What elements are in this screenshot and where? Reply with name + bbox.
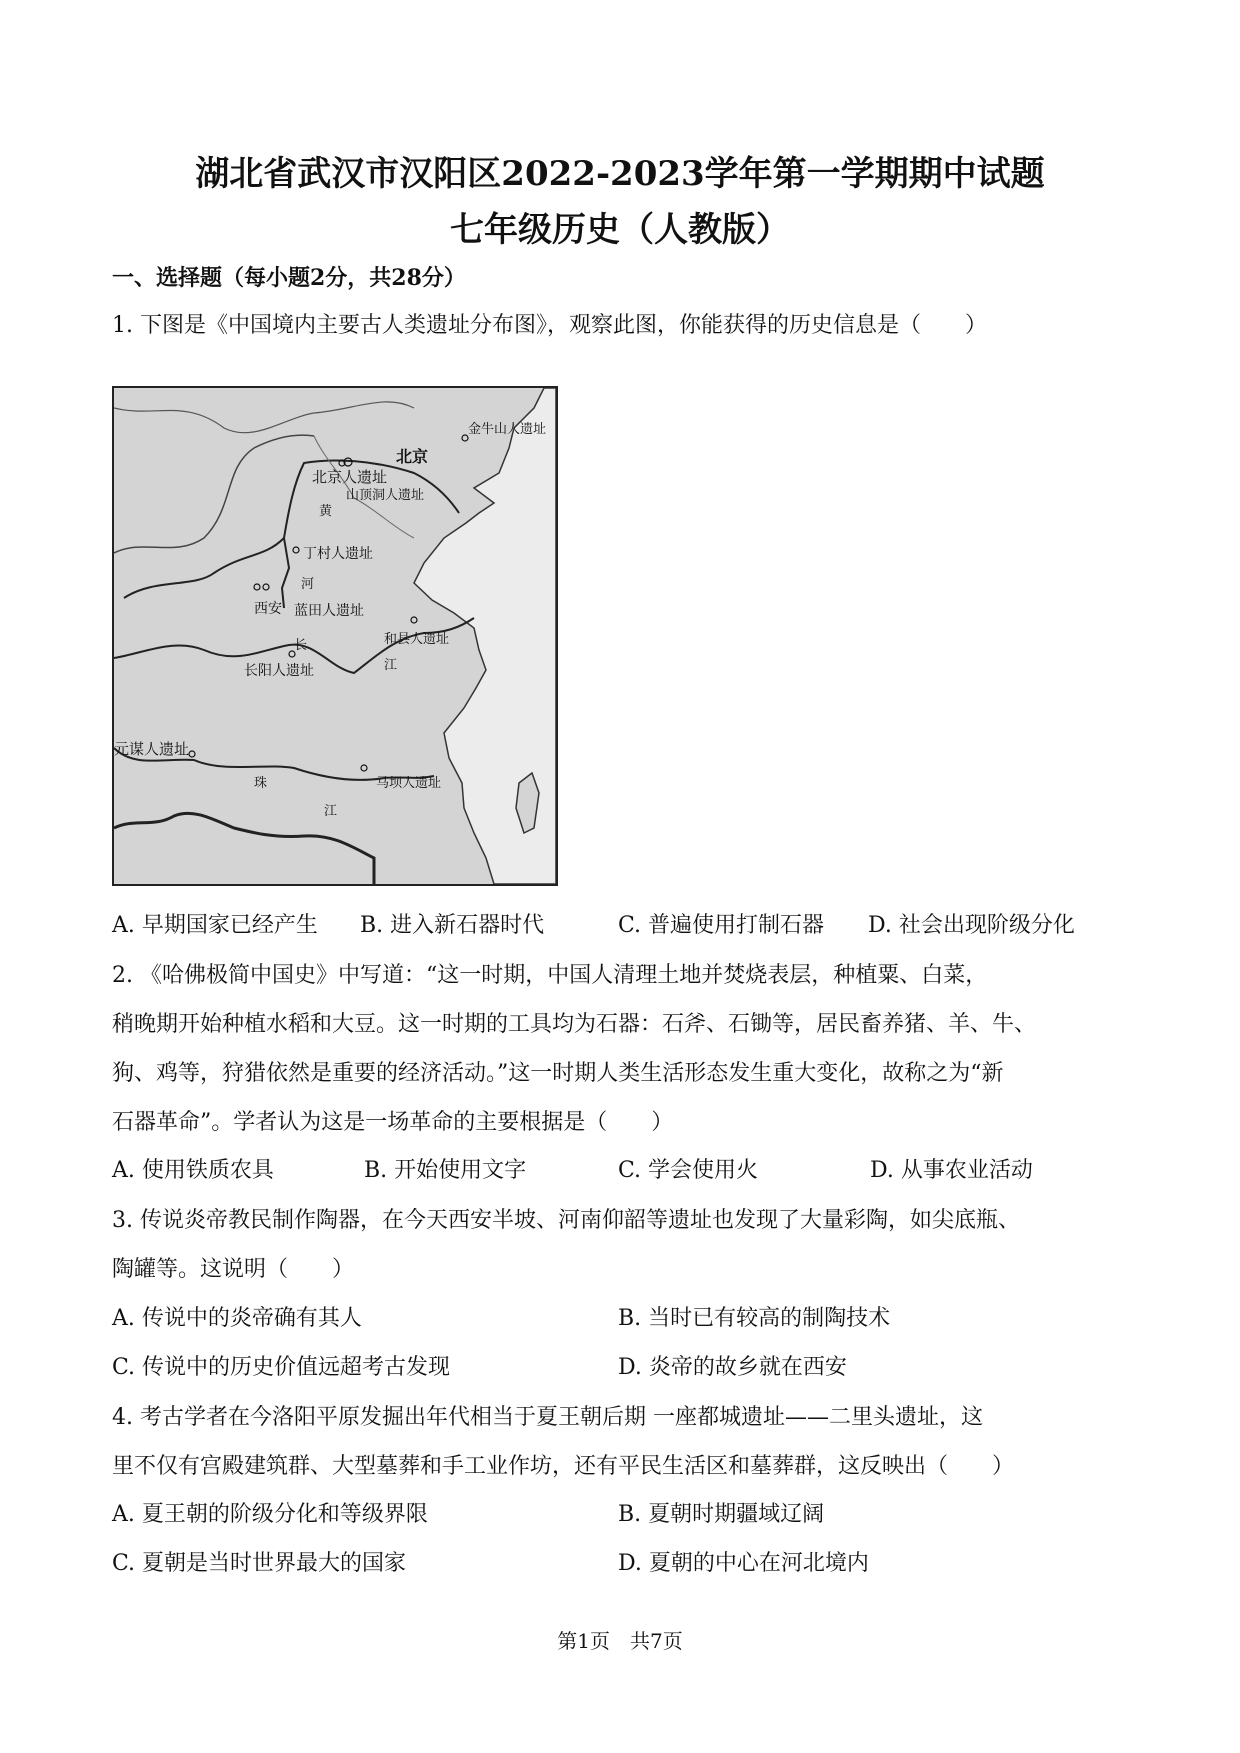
q4-option-b[interactable]: B. 夏朝时期疆域辽阔	[618, 1502, 825, 1527]
map-label-shandingdong: 山顶洞人遗址	[346, 488, 425, 503]
map-label-yuanmou: 元谋人遗址	[114, 740, 190, 758]
question-3-line-2: 陶罐等。这说明（ ）	[112, 1257, 355, 1282]
q4-option-a[interactable]: A. 夏王朝的阶级分化和等级界限	[112, 1502, 428, 1527]
q2-option-a[interactable]: A. 使用铁质农具	[112, 1158, 274, 1183]
q1-option-c[interactable]: C. 普遍使用打制石器	[618, 913, 825, 938]
map-label-hexian: 和县人遗址	[384, 632, 450, 647]
question-1-stem: 1. 下图是《中国境内主要古人类遗址分布图》，观察此图，你能获得的历史信息是（ ）	[112, 313, 987, 338]
question-2-line-1: 2. 《哈佛极简中国史》中写道：“这一时期，中国人清理土地并焚烧表层，种植粟、白菜，	[112, 963, 988, 988]
q2-option-d[interactable]: D. 从事农业活动	[870, 1158, 1033, 1183]
map-label-xian: 西安	[254, 601, 282, 617]
q2-option-b[interactable]: B. 开始使用文字	[364, 1158, 527, 1183]
map-label-lantian: 蓝田人遗址	[294, 603, 364, 619]
map-label-dingcun: 丁村人遗址	[303, 546, 373, 562]
q1-option-a[interactable]: A. 早期国家已经产生	[112, 913, 318, 938]
map-label-huang: 黄	[319, 504, 333, 519]
map-label-jinniushan: 金牛山人遗址	[468, 422, 547, 437]
ancient-sites-map	[112, 386, 558, 886]
q1-option-d[interactable]: D. 社会出现阶级分化	[868, 913, 1075, 938]
map-label-zhu: 珠	[254, 776, 268, 791]
page-title: 湖北省武汉市汉阳区2022-2023学年第一学期期中试题	[195, 154, 1045, 194]
q3-option-c[interactable]: C. 传说中的历史价值远超考古发现	[112, 1355, 451, 1380]
question-2-line-3: 狗、鸡等，狩猎依然是重要的经济活动。”这一时期人类生活形态发生重大变化，故称之为“新	[112, 1061, 1004, 1086]
q4-option-c[interactable]: C. 夏朝是当时世界最大的国家	[112, 1551, 407, 1576]
map-label-beijingren: 北京人遗址	[312, 468, 388, 486]
map-label-changyang: 长阳人遗址	[244, 663, 314, 679]
map-label-maba: 马坝人遗址	[376, 776, 442, 791]
map-label-jiang-yangtze: 江	[384, 658, 398, 673]
q3-option-a[interactable]: A. 传说中的炎帝确有其人	[112, 1306, 362, 1331]
map-label-beijing: 北京	[396, 447, 429, 466]
question-3-line-1: 3. 传说炎帝教民制作陶器，在今天西安半坡、河南仰韶等遗址也发现了大量彩陶，如尖底瓶、	[112, 1208, 1020, 1233]
page-footer: 第1页 共7页	[557, 1629, 683, 1653]
question-4-line-2: 里不仅有宫殿建筑群、大型墓葬和手工业作坊，还有平民生活区和墓葬群，这反映出（ ）	[112, 1454, 1015, 1479]
q3-option-d[interactable]: D. 炎帝的故乡就在西安	[618, 1355, 847, 1380]
q3-option-b[interactable]: B. 当时已有较高的制陶技术	[618, 1306, 891, 1331]
q2-option-c[interactable]: C. 学会使用火	[618, 1158, 759, 1183]
question-2-line-4: 石器革命”。学者认为这是一场革命的主要根据是（ ）	[112, 1110, 674, 1135]
map-label-jiang-pearl: 江	[324, 804, 338, 819]
q4-option-d[interactable]: D. 夏朝的中心在河北境内	[618, 1551, 869, 1576]
question-2-line-2: 稍晚期开始种植水稻和大豆。这一时期的工具均为石器：石斧、石锄等，居民畜养猪、羊、牛、	[112, 1012, 1037, 1037]
map-label-he: 河	[301, 577, 315, 592]
map-label-chang: 长	[294, 638, 308, 653]
page-subtitle: 七年级历史（人教版）	[450, 210, 790, 250]
section-heading: 一、选择题（每小题2分，共28分）	[112, 265, 466, 291]
q1-option-b[interactable]: B. 进入新石器时代	[360, 913, 545, 938]
question-4-line-1: 4. 考古学者在今洛阳平原发掘出年代相当于夏王朝后期 一座都城遗址——二里头遗址，这	[112, 1405, 983, 1430]
